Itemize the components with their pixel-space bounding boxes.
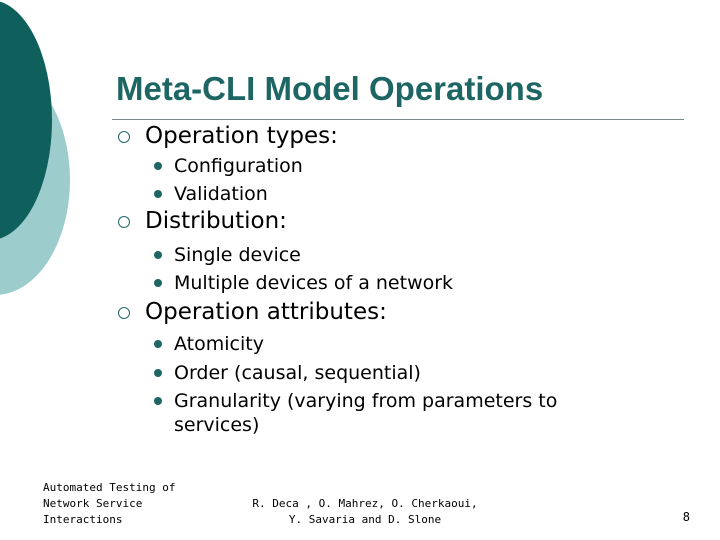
bullet-icon bbox=[154, 162, 162, 170]
hollow-bullet-icon bbox=[118, 131, 130, 143]
title-divider bbox=[112, 119, 684, 120]
bullet-icon bbox=[154, 369, 162, 377]
hollow-bullet-icon bbox=[118, 307, 130, 319]
footer-authors: R. Deca , O. Mahrez, O. Cherkaoui, Y. Savaria and D. Slone bbox=[252, 497, 478, 526]
page-number: 8 bbox=[682, 510, 690, 524]
slide-title: Meta-CLI Model Operations bbox=[116, 70, 544, 107]
bullet-icon bbox=[154, 340, 162, 348]
bullet-icon bbox=[154, 251, 162, 259]
bullet-icon bbox=[154, 397, 162, 405]
bullet-icon bbox=[154, 190, 162, 198]
hollow-bullet-icon bbox=[118, 216, 130, 228]
bullet-icon bbox=[154, 279, 162, 287]
footer-course-title: Automated Testing of Network Service Interactions bbox=[43, 481, 176, 526]
